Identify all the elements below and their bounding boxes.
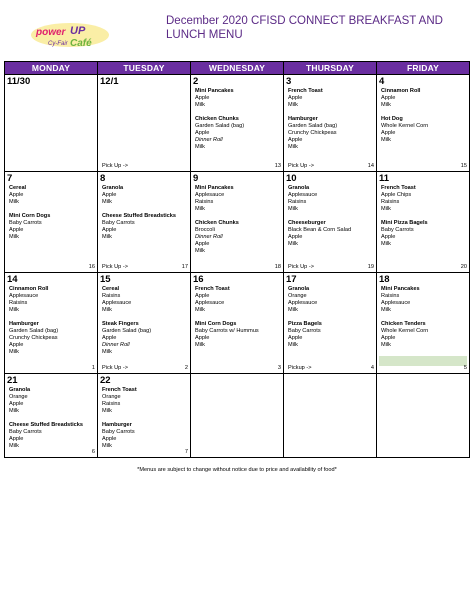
menu-items-list: [284, 376, 376, 377]
day-count: 20: [460, 264, 467, 270]
menu-spacer: [381, 213, 469, 220]
day-count: 17: [181, 264, 188, 270]
menu-spacer: [288, 109, 376, 116]
menu-side: Milk: [102, 443, 112, 449]
powerup-logo-graphic: [30, 22, 110, 48]
menu-entree: Cereal: [9, 185, 27, 191]
menu-side: Milk: [9, 307, 19, 313]
menu-entree: Cheese Stuffed Breadsticks: [102, 213, 176, 219]
day-cell-content: [284, 374, 376, 457]
menu-side: Applesauce: [102, 300, 132, 306]
menu-items-list: [98, 87, 190, 88]
menu-side: Garden Salad (bag): [195, 123, 245, 129]
day-count: 3: [277, 365, 281, 371]
day-count: 4: [370, 365, 374, 371]
menu-side: Apple: [195, 241, 210, 247]
menu-side: Baby Carrots: [288, 328, 321, 334]
menu-spacer: [288, 213, 376, 220]
menu-entree: Hot Dog: [381, 116, 403, 122]
menu-entree: Hamburger: [9, 321, 39, 327]
day-cell-content: [5, 75, 97, 171]
day-cell-content: [98, 374, 190, 457]
date-label: 9: [193, 173, 199, 184]
menu-entree: French Toast: [381, 185, 416, 191]
menu-side: Apple: [288, 234, 303, 240]
week-row: [5, 273, 470, 374]
day-cell-thursday: [284, 75, 377, 172]
menu-items-list: [5, 87, 97, 88]
menu-items-list: [284, 184, 376, 248]
menu-items-list: [98, 285, 190, 356]
cyfair-cafe-logo: [30, 22, 110, 48]
menu-side: Apple: [288, 137, 303, 143]
menu-side: Milk: [9, 408, 19, 414]
pickup-note: Pick Up ->: [102, 163, 128, 169]
menu-entree: French Toast: [195, 286, 230, 292]
date-label: 21: [7, 375, 18, 386]
menu-side: Apple: [102, 192, 117, 198]
menu-side: Apple: [9, 342, 24, 348]
menu-side: Milk: [288, 144, 298, 150]
menu-side: Applesauce: [195, 300, 225, 306]
day-header-thursday: THURSDAY: [284, 62, 377, 75]
pickup-note: Pick Up ->: [288, 163, 314, 169]
svg-text:Cy-Fair: Cy-Fair: [48, 41, 68, 47]
date-label: 17: [286, 274, 297, 285]
weekday-header-row: [5, 62, 470, 75]
menu-items-list: [284, 285, 376, 349]
menu-side: Milk: [288, 206, 298, 212]
date-label: 15: [100, 274, 111, 285]
date-label: 16: [193, 274, 204, 285]
menu-side: Garden Salad (bag): [288, 123, 338, 129]
footnote: *Menus are subject to change without notice due to price and availability of food*: [137, 467, 337, 473]
day-cell-tuesday: [98, 75, 191, 172]
day-cell-content: [5, 273, 97, 373]
day-cell-content: [98, 75, 190, 171]
day-cell-tuesday: [98, 172, 191, 273]
menu-side: Apple: [9, 227, 24, 233]
menu-items-list: [98, 386, 190, 450]
day-cell-content: [284, 75, 376, 171]
menu-entree: Mini Pizza Bagels: [381, 220, 428, 226]
day-cell-content: [98, 273, 190, 373]
svg-text:Café: Café: [70, 38, 92, 48]
menu-side: Baby Carrots: [9, 220, 42, 226]
menu-side: Orange: [288, 293, 307, 299]
date-label: 2: [193, 76, 199, 87]
day-count: 16: [88, 264, 95, 270]
menu-side: Applesauce: [288, 300, 318, 306]
menu-side: Baby Carrots: [9, 429, 42, 435]
menu-calendar: [4, 61, 470, 458]
day-cell-wednesday: [191, 374, 284, 458]
menu-side: Milk: [288, 241, 298, 247]
date-label: 10: [286, 173, 297, 184]
page-title: December 2020 CFISD CONNECT BREAKFAST AND LUNCH MENU: [166, 15, 443, 41]
day-cell-monday: [5, 172, 98, 273]
day-count: 13: [274, 163, 281, 169]
day-cell-tuesday: [98, 273, 191, 374]
menu-side: Apple Chips: [381, 192, 412, 198]
menu-side: Raisins: [9, 300, 28, 306]
menu-side: Raisins: [102, 293, 121, 299]
menu-spacer: [381, 109, 469, 116]
menu-side: Apple: [288, 335, 303, 341]
day-cell-content: [191, 172, 283, 272]
menu-items-list: [284, 87, 376, 151]
menu-side: Milk: [288, 342, 298, 348]
menu-side: Milk: [195, 342, 205, 348]
menu-side: Apple: [381, 95, 396, 101]
menu-side: Applesauce: [9, 293, 39, 299]
menu-side: Raisins: [102, 401, 121, 407]
menu-entree: Pizza Bagels: [288, 321, 322, 327]
day-header-tuesday: TUESDAY: [98, 62, 191, 75]
menu-spacer: [9, 415, 97, 422]
menu-items-list: [377, 285, 469, 349]
day-count: 19: [367, 264, 374, 270]
menu-side: Orange: [102, 394, 121, 400]
day-cell-content: [191, 273, 283, 373]
menu-spacer: [195, 314, 283, 321]
menu-entree: Chicken Chunks: [195, 220, 239, 226]
menu-entree: Granola: [9, 387, 31, 393]
menu-side: Apple: [195, 95, 210, 101]
menu-side: Black Bean & Corn Salad: [288, 227, 352, 233]
menu-entree: Mini Pancakes: [381, 286, 420, 292]
day-cell-content: [191, 75, 283, 171]
day-cell-monday: [5, 75, 98, 172]
menu-entree: Cereal: [102, 286, 120, 292]
menu-side: Apple: [9, 192, 24, 198]
day-cell-thursday: [284, 273, 377, 374]
menu-side: Milk: [102, 307, 112, 313]
menu-side: Milk: [381, 137, 391, 143]
menu-side: Apple: [288, 95, 303, 101]
menu-items-list: [5, 386, 97, 450]
day-count: 6: [91, 449, 95, 455]
day-cell-content: [98, 172, 190, 272]
menu-spacer: [195, 109, 283, 116]
pickup-note: Pickup ->: [288, 365, 312, 371]
menu-side: Applesauce: [288, 192, 318, 198]
day-cell-content: [377, 172, 469, 272]
menu-side: Milk: [9, 234, 19, 240]
menu-side: Milk: [195, 248, 205, 254]
menu-entree: Mini Pancakes: [195, 88, 234, 94]
menu-entree: Mini Pancakes: [195, 185, 234, 191]
menu-side: Milk: [9, 199, 19, 205]
menu-entree: Cinnamon Roll: [381, 88, 421, 94]
menu-spacer: [381, 314, 469, 321]
menu-items-list: [377, 184, 469, 248]
menu-entree: Hamburger: [102, 422, 132, 428]
day-cell-friday: [377, 374, 470, 458]
menu-side: Crunchy Chickpeas: [9, 335, 58, 341]
day-cell-thursday: [284, 172, 377, 273]
menu-side: Milk: [195, 206, 205, 212]
menu-side: Orange: [9, 394, 28, 400]
menu-side: Milk: [9, 349, 19, 355]
week-row: [5, 75, 470, 172]
menu-side: Apple: [102, 436, 117, 442]
menu-side: Apple: [9, 401, 24, 407]
day-cell-tuesday: [98, 374, 191, 458]
menu-side: Dinner Roll: [195, 234, 223, 240]
day-count: 7: [184, 449, 188, 455]
menu-spacer: [102, 415, 190, 422]
menu-entree: Mini Corn Dogs: [195, 321, 237, 327]
menu-side: Raisins: [381, 293, 400, 299]
menu-side: Apple: [381, 335, 396, 341]
menu-side: Garden Salad (bag): [9, 328, 59, 334]
menu-side: Garden Salad (bag): [102, 328, 152, 334]
date-label: 7: [7, 173, 13, 184]
menu-side: Milk: [9, 443, 19, 449]
day-cell-content: [377, 75, 469, 171]
menu-entree: French Toast: [102, 387, 137, 393]
day-cell-content: [191, 374, 283, 457]
day-count: 5: [463, 365, 467, 371]
menu-entree: Steak Fingers: [102, 321, 139, 327]
menu-side: Milk: [381, 342, 391, 348]
highlight-bar: [379, 356, 467, 366]
menu-side: Apple: [102, 335, 117, 341]
date-label: 11: [379, 173, 390, 184]
menu-side: Milk: [288, 102, 298, 108]
day-cell-wednesday: [191, 75, 284, 172]
menu-side: Baby Carrots: [102, 429, 135, 435]
menu-entree: Cinnamon Roll: [9, 286, 49, 292]
day-header-monday: MONDAY: [5, 62, 98, 75]
date-label: 14: [7, 274, 18, 285]
menu-items-list: [191, 87, 283, 151]
date-label: 11/30: [7, 76, 31, 87]
menu-side: Milk: [381, 206, 391, 212]
menu-side: Crunchy Chickpeas: [288, 130, 337, 136]
menu-side: Baby Carrots: [102, 220, 135, 226]
menu-items-list: [377, 87, 469, 144]
menu-side: Milk: [102, 199, 112, 205]
date-label: 18: [379, 274, 390, 285]
menu-entree: Chicken Tenders: [381, 321, 426, 327]
date-label: 3: [286, 76, 292, 87]
menu-side: Raisins: [288, 199, 307, 205]
menu-entree: French Toast: [288, 88, 323, 94]
svg-text:power: power: [36, 27, 66, 38]
menu-side: Apple: [381, 234, 396, 240]
menu-spacer: [288, 314, 376, 321]
date-label: 4: [379, 76, 385, 87]
day-cell-friday: [377, 75, 470, 172]
menu-side: Applesauce: [195, 192, 225, 198]
day-cell-thursday: [284, 374, 377, 458]
menu-side: Whole Kernel Corn: [381, 123, 429, 129]
day-cell-content: [284, 273, 376, 373]
menu-items-list: [191, 184, 283, 255]
date-label: 8: [100, 173, 106, 184]
day-cell-content: [284, 172, 376, 272]
menu-side: Whole Kernel Corn: [381, 328, 429, 334]
day-count: 18: [274, 264, 281, 270]
menu-side: Dinner Roll: [195, 137, 223, 143]
menu-spacer: [9, 206, 97, 213]
day-cell-wednesday: [191, 172, 284, 273]
menu-side: Apple: [9, 436, 24, 442]
week-row: [5, 374, 470, 458]
menu-items-list: [5, 285, 97, 356]
menu-side: Milk: [102, 349, 112, 355]
menu-side: Milk: [381, 102, 391, 108]
day-cell-content: [377, 374, 469, 457]
menu-side: Milk: [381, 307, 391, 313]
day-cell-friday: [377, 273, 470, 374]
menu-side: Milk: [288, 307, 298, 313]
day-header-wednesday: WEDNESDAY: [191, 62, 284, 75]
day-count: 2: [184, 365, 188, 371]
day-cell-monday: [5, 374, 98, 458]
day-count: 14: [367, 163, 374, 169]
menu-entree: Cheeseburger: [288, 220, 326, 226]
menu-side: Milk: [195, 102, 205, 108]
date-label: 12/1: [100, 76, 119, 87]
menu-side: Baby Carrots w/ Hummus: [195, 328, 259, 334]
day-cell-wednesday: [191, 273, 284, 374]
menu-side: Apple: [195, 293, 210, 299]
menu-side: Baby Carrots: [381, 227, 414, 233]
date-label: 22: [100, 375, 111, 386]
menu-side: Milk: [102, 234, 112, 240]
menu-side: Milk: [102, 408, 112, 414]
menu-spacer: [102, 206, 190, 213]
menu-side: Milk: [381, 241, 391, 247]
menu-items-list: [98, 184, 190, 241]
pickup-note: Pick Up ->: [288, 264, 314, 270]
day-header-friday: FRIDAY: [377, 62, 470, 75]
menu-spacer: [9, 314, 97, 321]
pickup-note: Pick Up ->: [102, 264, 128, 270]
day-cell-friday: [377, 172, 470, 273]
menu-side: Raisins: [381, 199, 400, 205]
pickup-note: Pick Up ->: [102, 365, 128, 371]
menu-spacer: [195, 213, 283, 220]
day-cell-content: [5, 172, 97, 272]
day-cell-content: [5, 374, 97, 457]
menu-spacer: [102, 314, 190, 321]
menu-entree: Granola: [102, 185, 124, 191]
day-count: 15: [460, 163, 467, 169]
menu-items-list: [377, 376, 469, 377]
menu-entree: Cheese Stuffed Breadsticks: [9, 422, 83, 428]
week-row: [5, 172, 470, 273]
day-cell-content: [377, 273, 469, 373]
menu-entree: Chicken Chunks: [195, 116, 239, 122]
menu-side: Apple: [102, 227, 117, 233]
menu-side: Dinner Roll: [102, 342, 130, 348]
menu-entree: Granola: [288, 286, 310, 292]
menu-entree: Hamburger: [288, 116, 318, 122]
menu-items-list: [191, 285, 283, 349]
menu-side: Apple: [195, 130, 210, 136]
day-count: 1: [91, 365, 95, 371]
menu-side: Apple: [381, 130, 396, 136]
menu-side: Milk: [195, 307, 205, 313]
menu-items-list: [5, 184, 97, 241]
svg-text:UP: UP: [70, 25, 86, 37]
menu-entree: Granola: [288, 185, 310, 191]
day-cell-monday: [5, 273, 98, 374]
menu-side: Milk: [195, 144, 205, 150]
menu-side: Raisins: [195, 199, 214, 205]
menu-side: Broccoli: [195, 227, 215, 233]
menu-side: Apple: [195, 335, 210, 341]
menu-side: Applesauce: [381, 300, 411, 306]
menu-entree: Mini Corn Dogs: [9, 213, 51, 219]
menu-items-list: [191, 376, 283, 377]
